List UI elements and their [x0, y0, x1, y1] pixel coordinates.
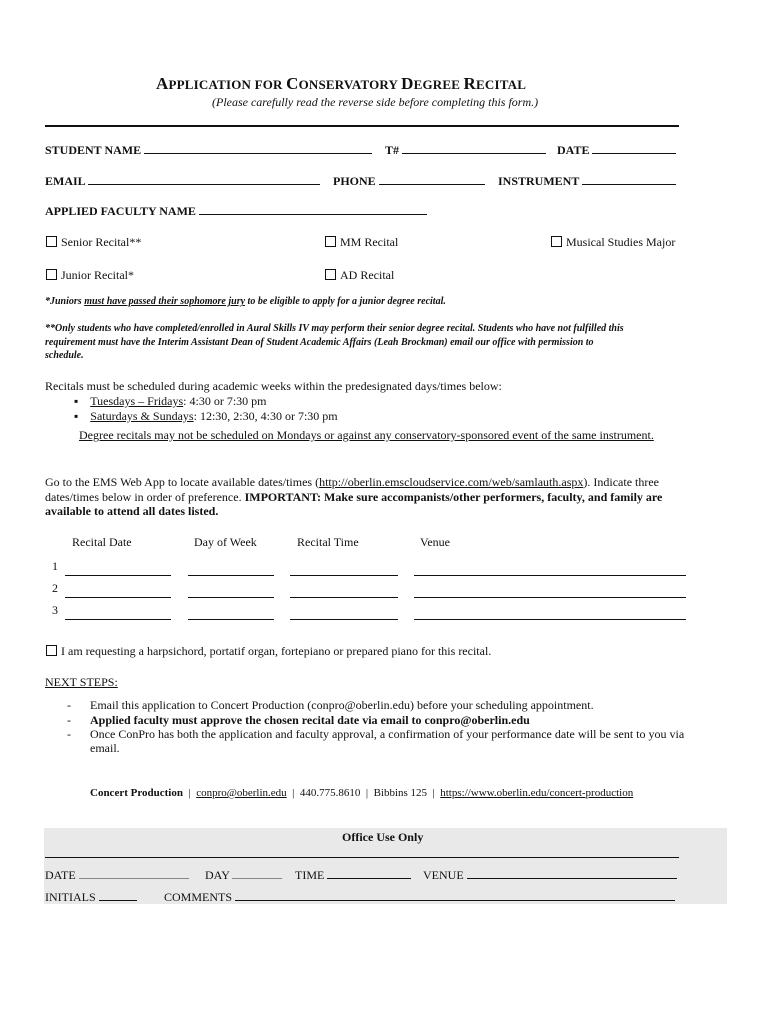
recital-time-field-2[interactable]	[290, 597, 398, 598]
checkbox-mm-recital[interactable]: MM Recital	[325, 235, 398, 250]
next-step-item-continued: email.	[90, 741, 120, 755]
schedule-intro: Recitals must be scheduled during academic weeks within the predesignated days/times below:	[45, 379, 502, 393]
row-number: 1	[52, 559, 58, 573]
contact-line: Concert Production | conpro@oberlin.edu | 440.775.8610 | Bibbins 125 | https://www.oberlin.edu/concert-production	[90, 787, 634, 799]
office-initials-field[interactable]	[99, 890, 137, 901]
bullet-icon: ▪	[74, 394, 79, 408]
recital-date-field-2[interactable]	[65, 597, 171, 598]
recital-time-field-3[interactable]	[290, 619, 398, 620]
office-use-heading: Office Use Only	[342, 830, 424, 844]
office-time-label: TIME	[295, 868, 325, 882]
row-number: 2	[52, 581, 58, 595]
office-comments-field[interactable]	[235, 890, 675, 901]
recital-date-field-1[interactable]	[65, 575, 171, 576]
office-divider	[45, 857, 679, 858]
form-title: APPLICATION FOR CONSERVATORY DEGREE RECITAL	[156, 74, 527, 93]
senior-note: **Only students who have completed/enrolled in Aural Skills IV may perform their senior degree recital. Students who have not fulfilled this requirement must have the Interim Assistant Dean of Student Academic Affairs (Leah Brockman) email our office with permission to schedule.	[45, 323, 624, 361]
instrument-label: INSTRUMENT	[498, 174, 580, 188]
col-header-venue: Venue	[420, 535, 450, 549]
col-header-recital-date: Recital Date	[72, 535, 132, 549]
email-field[interactable]	[88, 174, 320, 185]
applied-faculty-label: APPLIED FACULTY NAME	[45, 204, 196, 218]
day-of-week-field-2[interactable]	[188, 597, 274, 598]
next-steps-heading: NEXT STEPS:	[45, 675, 118, 689]
day-of-week-field-1[interactable]	[188, 575, 274, 576]
checkbox-square-icon	[46, 645, 57, 656]
t-number-field[interactable]	[402, 143, 546, 154]
form-subtitle: (Please carefully read the reverse side before completing this form.)	[212, 95, 539, 109]
checkbox-musical-studies-major[interactable]: Musical Studies Major	[551, 235, 675, 250]
day-of-week-field-3[interactable]	[188, 619, 274, 620]
junior-note: *Juniors must have passed their sophomore jury to be eligible to apply for a junior degree recital.	[45, 296, 446, 307]
checkbox-ad-recital[interactable]: AD Recital	[325, 268, 394, 283]
office-comments-label: COMMENTS	[164, 890, 233, 904]
col-header-day-of-week: Day of Week	[194, 535, 257, 549]
checkbox-square-icon	[325, 269, 336, 280]
office-day-label: DAY	[205, 868, 230, 882]
schedule-bullet: ▪ Tuesdays – Fridays: 4:30 or 7:30 pm	[74, 394, 267, 408]
bullet-icon: ▪	[74, 409, 79, 423]
office-venue-label: VENUE	[423, 868, 464, 882]
schedule-bullet: ▪ Saturdays & Sundays: 12:30, 2:30, 4:30 or 7:30 pm	[74, 409, 338, 423]
next-step-item: - Once ConPro has both the application and faculty approval, a confirmation of your performance date will be sent to you via	[67, 727, 685, 741]
contact-email-link[interactable]: conpro@oberlin.edu	[196, 787, 287, 799]
office-date-field[interactable]	[79, 868, 189, 879]
checkbox-square-icon	[325, 236, 336, 247]
next-step-item: - Applied faculty must approve the chosen recital date via email to conpro@oberlin.edu	[67, 713, 530, 727]
venue-field-3[interactable]	[414, 619, 686, 620]
ems-instructions: Go to the EMS Web App to locate available dates/times (http://oberlin.emscloudservice.com/web/samlauth.aspx). Indicate three dates/times below in order of preference. IMPORTANT: Make sure accompanists/other performers, faculty, and family are available to attend all dates listed.	[45, 475, 663, 518]
title-divider	[45, 125, 679, 127]
recital-time-field-1[interactable]	[290, 575, 398, 576]
email-label: EMAIL	[45, 174, 86, 188]
checkbox-senior-recital[interactable]: Senior Recital**	[46, 235, 141, 250]
t-number-label: T#	[385, 143, 400, 157]
applied-faculty-field[interactable]	[199, 204, 427, 215]
venue-field-1[interactable]	[414, 575, 686, 576]
phone-field[interactable]	[379, 174, 485, 185]
checkbox-square-icon	[46, 269, 57, 280]
row-number: 3	[52, 603, 58, 617]
venue-field-2[interactable]	[414, 597, 686, 598]
ems-link[interactable]: http://oberlin.emscloudservice.com/web/samlauth.aspx	[319, 475, 584, 489]
instrument-field[interactable]	[582, 174, 676, 185]
office-initials-label: INITIALS	[45, 890, 96, 904]
office-day-field[interactable]	[232, 868, 282, 879]
schedule-restriction: Degree recitals may not be scheduled on Mondays or against any conservatory-sponsored event of the same instrument.	[79, 428, 654, 442]
office-date-label: DATE	[45, 868, 76, 882]
date-field[interactable]	[592, 143, 676, 154]
concert-production-link[interactable]: https://www.oberlin.edu/concert-production	[440, 787, 634, 799]
student-name-label: STUDENT NAME	[45, 143, 142, 157]
checkbox-square-icon	[46, 236, 57, 247]
office-venue-field[interactable]	[467, 868, 677, 879]
checkbox-instrument-request[interactable]: I am requesting a harpsichord, portatif organ, fortepiano or prepared piano for this recital.	[46, 644, 491, 659]
checkbox-junior-recital[interactable]: Junior Recital*	[46, 268, 134, 283]
student-name-field[interactable]	[144, 143, 372, 154]
phone-label: PHONE	[333, 174, 376, 188]
office-time-field[interactable]	[327, 868, 411, 879]
col-header-recital-time: Recital Time	[297, 535, 359, 549]
next-step-item: - Email this application to Concert Production (conpro@oberlin.edu) before your scheduling appointment.	[67, 698, 594, 712]
checkbox-square-icon	[551, 236, 562, 247]
date-label: DATE	[557, 143, 590, 157]
recital-date-field-3[interactable]	[65, 619, 171, 620]
